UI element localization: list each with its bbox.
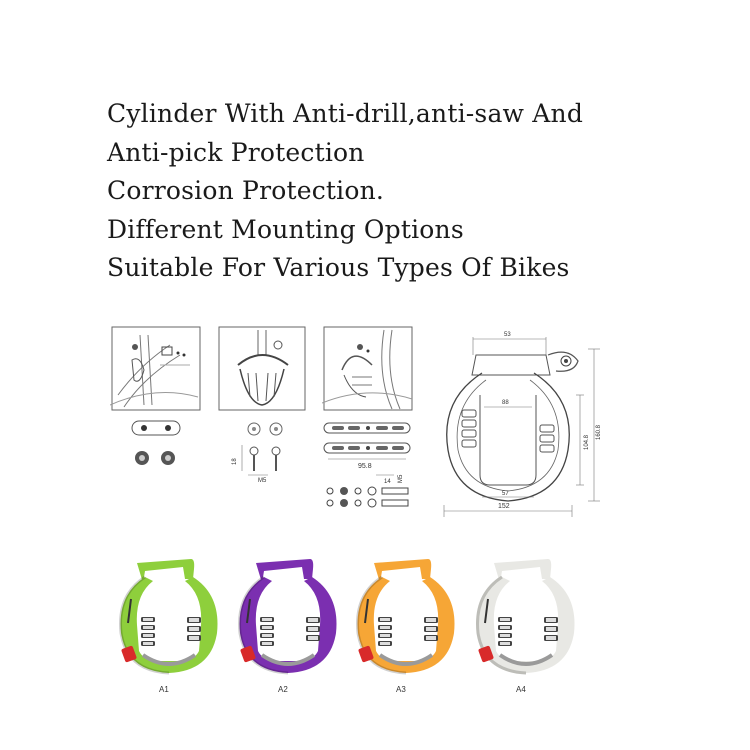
dim-label: 88 — [502, 400, 509, 406]
dim-label: 104.8 — [584, 434, 590, 450]
dim-label: 95.8 — [358, 463, 372, 470]
feature-item: Corrosion Protection. — [107, 176, 385, 205]
feature-item: Different Mounting Options — [107, 214, 464, 244]
mounting-diagram-b — [218, 325, 308, 485]
dim-label: 53 — [504, 332, 511, 338]
feature-list — [107, 95, 727, 288]
variant-code-label: A1 — [159, 685, 169, 694]
lock-dimension-drawing — [438, 325, 608, 525]
lock-variant — [115, 555, 230, 700]
variant-code-label: A2 — [278, 685, 288, 694]
dim-label: 14 — [384, 479, 391, 485]
ring-lock-image — [352, 555, 467, 680]
dim-label: 160.8 — [596, 424, 602, 440]
feature-item: Suitable For Various Types Of Bikes — [107, 253, 570, 282]
lock-variant — [234, 555, 349, 700]
mounting-diagram-a — [110, 325, 205, 475]
dim-label: 57 — [502, 491, 509, 497]
variant-code-label: A4 — [516, 685, 526, 694]
dim-label: 152 — [498, 503, 510, 510]
mounting-diagram-c — [322, 325, 417, 515]
ring-lock-image — [115, 555, 230, 680]
feature-item: Anti-pick Protection — [107, 137, 365, 167]
dim-label: M5 — [398, 474, 404, 483]
variant-code-label: A3 — [396, 685, 406, 694]
ring-lock-image — [472, 555, 587, 680]
dim-label: 18 — [232, 458, 238, 465]
feature-item: Cylinder With Anti-drill,anti-saw And — [107, 99, 584, 128]
lock-variant — [472, 555, 587, 700]
dim-label: M5 — [258, 478, 267, 484]
lock-variant — [352, 555, 467, 700]
ring-lock-image — [234, 555, 349, 680]
